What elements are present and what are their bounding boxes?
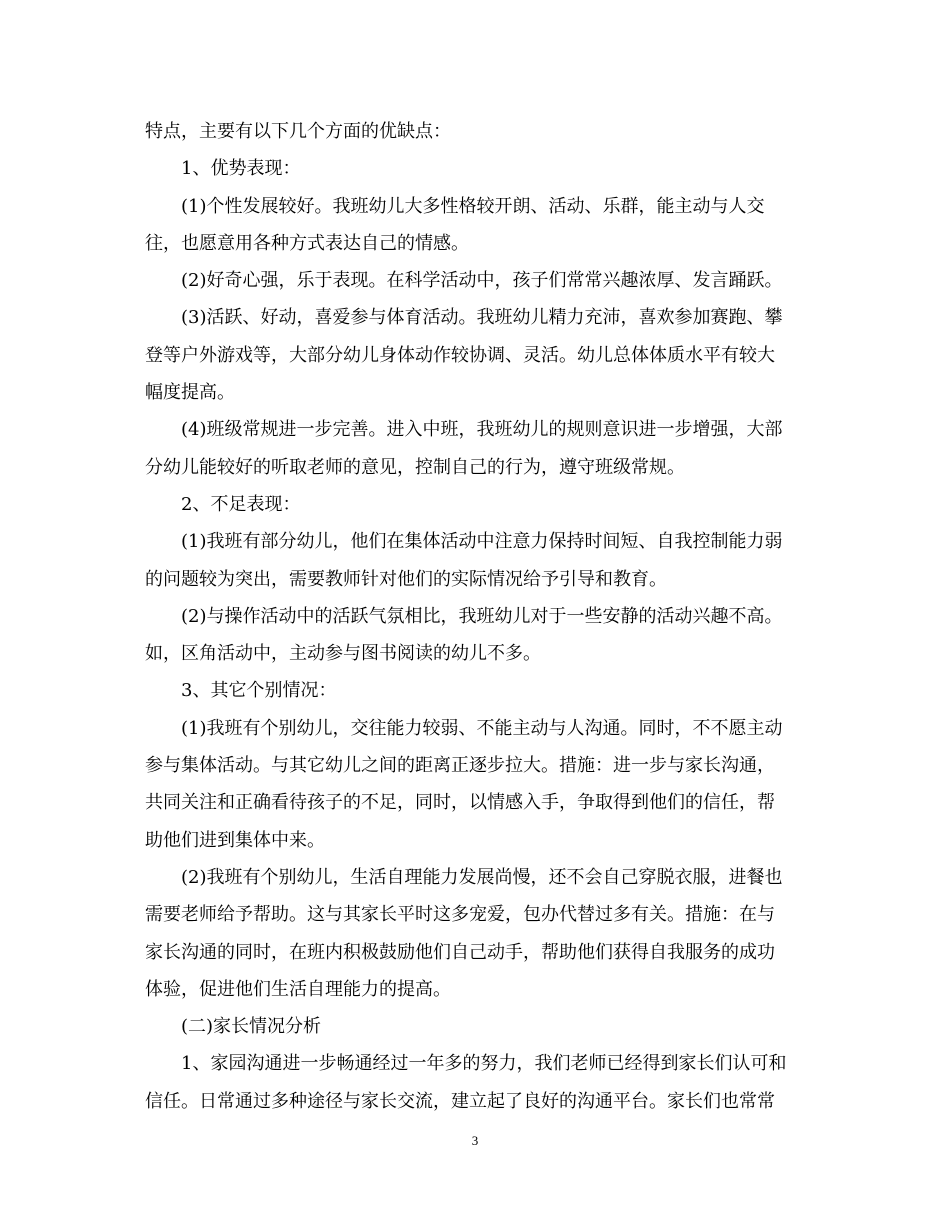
text-line: 特点，主要有以下几个方面的优缺点： xyxy=(145,121,451,142)
text-line: (2)好奇心强，乐于表现。在科学活动中，孩子们常常兴趣浓厚、发言踊跃。 xyxy=(181,270,783,292)
text-line: 家长沟通的同时，在班内积极鼓励他们自己动手，帮助他们获得自我服务的成功 xyxy=(145,941,775,963)
text-line: 1、家园沟通进一步畅通经过一年多的努力，我们老师已经得到家长们认可和 xyxy=(181,1053,787,1075)
text-line: (4)班级常规进一步完善。进入中班，我班幼儿的规则意识进一步增强，大部 xyxy=(181,419,783,441)
text-line: (1)我班有个别幼儿，交往能力较弱、不能主动与人沟通。同时，不不愿主动 xyxy=(181,717,783,739)
text-line: 如，区角活动中，主动参与图书阅读的幼儿不多。 xyxy=(145,643,541,665)
text-line: 助他们进到集体中来。 xyxy=(145,829,325,851)
text-line: (1)我班有部分幼儿，他们在集体活动中注意力保持时间短、自我控制能力弱 xyxy=(181,531,783,553)
page-number: 3 xyxy=(471,1133,479,1148)
text-line: (2)我班有个别幼儿，生活自理能力发展尚慢，还不会自己穿脱衣服，进餐也 xyxy=(181,866,783,888)
text-line: 1、优势表现： xyxy=(181,158,301,180)
text-line: 参与集体活动。与其它幼儿之间的距离正逐步拉大。措施：进一步与家长沟通， xyxy=(145,755,775,777)
text-line: 往，也愿意用各种方式表达自己的情感。 xyxy=(145,232,469,254)
text-line: 分幼儿能较好的听取老师的意见，控制自己的行为，遵守班级常规。 xyxy=(145,456,685,478)
text-line: (二)家长情况分析 xyxy=(181,1016,322,1038)
text-line: (2)与操作活动中的活跃气氛相比，我班幼儿对于一些安静的活动兴趣不高。 xyxy=(181,605,783,627)
text-line: 信任。日常通过多种途径与家长交流，建立起了良好的沟通平台。家长们也常常 xyxy=(145,1090,775,1112)
text-line: 需要老师给予帮助。这与其家长平时这多宠爱，包办代替过多有关。措施：在与 xyxy=(145,904,775,926)
text-line: 共同关注和正确看待孩子的不足，同时，以情感入手，争取得到他们的信任，帮 xyxy=(145,792,775,814)
text-line: (3)活跃、好动，喜爱参与体育活动。我班幼儿精力充沛，喜欢参加赛跑、攀 xyxy=(181,307,783,329)
text-line: 登等户外游戏等，大部分幼儿身体动作较协调、灵活。幼儿总体体质水平有较大 xyxy=(145,344,775,366)
body-text xyxy=(145,113,807,1120)
text-line: 的问题较为突出，需要教师针对他们的实际情况给予引导和教育。 xyxy=(145,568,667,590)
text-line: 2、不足表现： xyxy=(181,493,301,515)
text-line: 3、其它个别情况： xyxy=(181,680,337,702)
text-line: 体验，促进他们生活自理能力的提高。 xyxy=(145,978,451,1000)
text-line: (1)个性发展较好。我班幼儿大多性格较开朗、活动、乐群，能主动与人交 xyxy=(181,195,765,217)
text-line: 幅度提高。 xyxy=(145,382,235,404)
